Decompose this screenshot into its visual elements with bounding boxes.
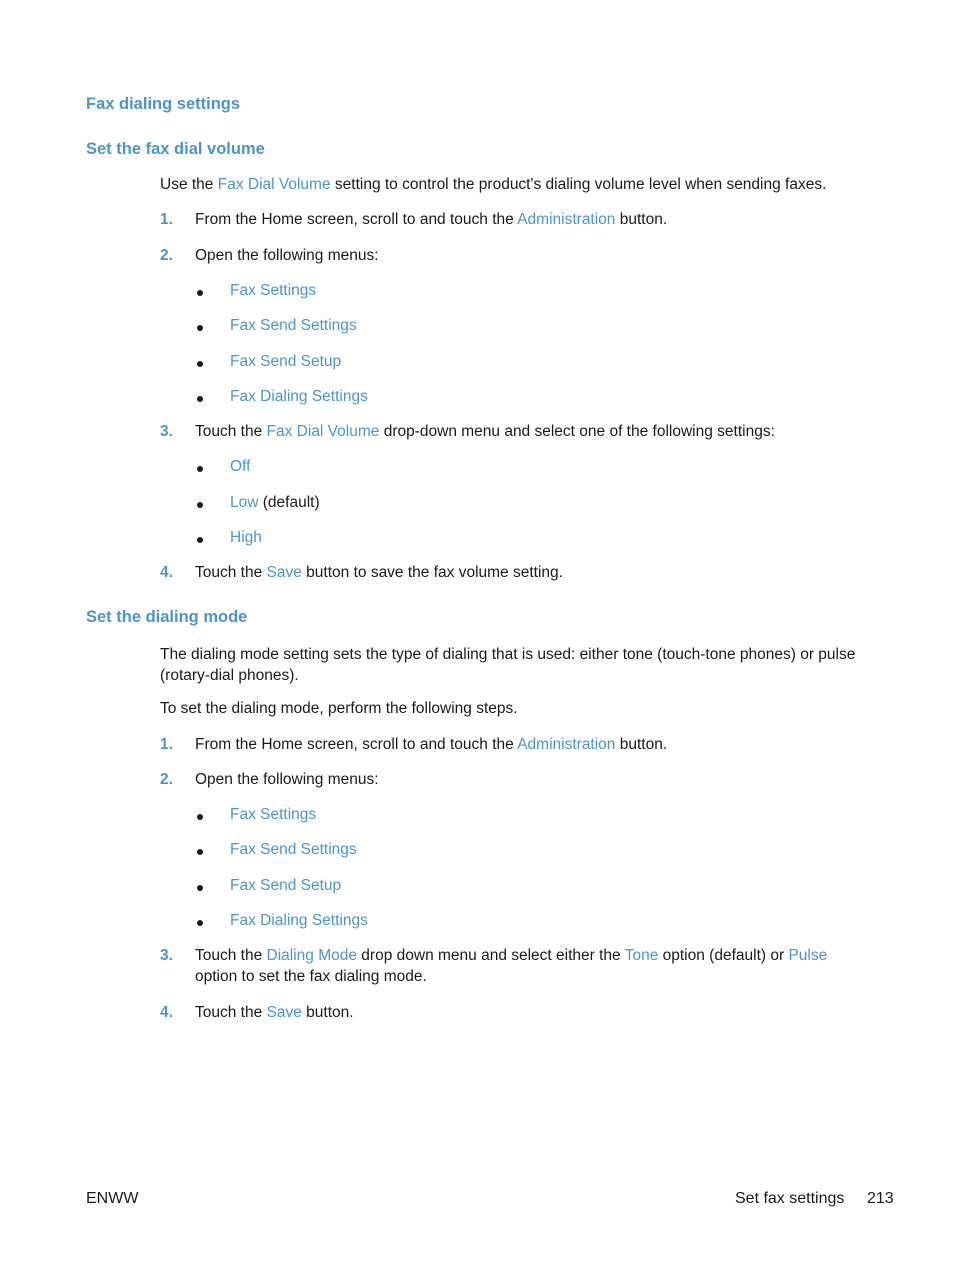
volume-step-1: From the Home screen, scroll to and touch the Administration button. [195,211,668,228]
step-number: 1. [160,211,173,228]
menu-item: Fax Send Settings [230,317,357,334]
heading-fax-dial-volume: Set the fax dial volume [86,140,265,158]
option-item: Low (default) [230,494,320,511]
bullet [197,325,203,331]
bullet [197,537,203,543]
menu-item: Fax Dialing Settings [230,912,368,929]
bullet [197,920,203,926]
mode-intro: The dialing mode setting sets the type of dialing that is used: either tone (touch-tone phones) or pulse (rotary-dial phones). [160,646,856,684]
option-item: High [230,529,262,546]
volume-intro: Use the Fax Dial Volume setting to control the product's dialing volume level when sending faxes. [160,176,827,193]
mode-step-3-line-1: Touch the Dialing Mode drop down menu and select either the Tone option (default) or Pulse [195,947,828,964]
menu-item: Fax Send Settings [230,841,357,858]
menu-item: Fax Settings [230,282,317,299]
bullet [197,290,203,296]
menu-item: Fax Settings [230,806,317,823]
option-item: Off [230,458,251,475]
step-number: 1. [160,736,173,753]
menu-item: Fax Send Setup [230,353,342,370]
volume-step-2: Open the following menus: [195,247,379,264]
menu-item: Fax Dialing Settings [230,388,368,405]
tone-link: Tone [624,947,659,964]
bullet [197,396,203,402]
bullet [197,849,203,855]
footer-left: ENWW [86,1190,139,1207]
step-number: 4. [160,1004,173,1021]
mode-intro-2: To set the dialing mode, perform the following steps. [160,700,518,717]
footer-section: Set fax settings [735,1190,845,1207]
bullet [197,361,203,367]
mode-step-4: Touch the Save button. [195,1004,354,1021]
bullet [197,814,203,820]
save-link: Save [266,564,302,581]
step-number: 3. [160,947,173,964]
page-number: 213 [867,1190,894,1207]
volume-step-4: Touch the Save button to save the fax volume setting. [195,564,563,581]
section-title: Fax dialing settings [86,95,241,113]
step-number: 2. [160,247,173,264]
pulse-link: Pulse [788,947,828,964]
fax-dial-volume-link: Fax Dial Volume [266,423,380,440]
bullet [197,885,203,891]
bullet [197,502,203,508]
fax-dial-volume-link: Fax Dial Volume [217,176,331,193]
save-link: Save [266,1004,302,1021]
step-number: 3. [160,423,173,440]
menu-item: Fax Send Setup [230,877,342,894]
administration-link: Administration [517,211,616,228]
administration-link: Administration [517,736,616,753]
step-number: 2. [160,771,173,788]
mode-step-3-line-2: option to set the fax dialing mode. [195,968,427,985]
mode-step-1: From the Home screen, scroll to and touch the Administration button. [195,736,668,753]
mode-step-2: Open the following menus: [195,771,379,788]
volume-step-3: Touch the Fax Dial Volume drop-down menu and select one of the following settings: [195,423,775,440]
bullet [197,466,203,472]
step-number: 4. [160,564,173,581]
dialing-mode-link: Dialing Mode [266,947,357,964]
heading-dialing-mode: Set the dialing mode [86,608,248,626]
